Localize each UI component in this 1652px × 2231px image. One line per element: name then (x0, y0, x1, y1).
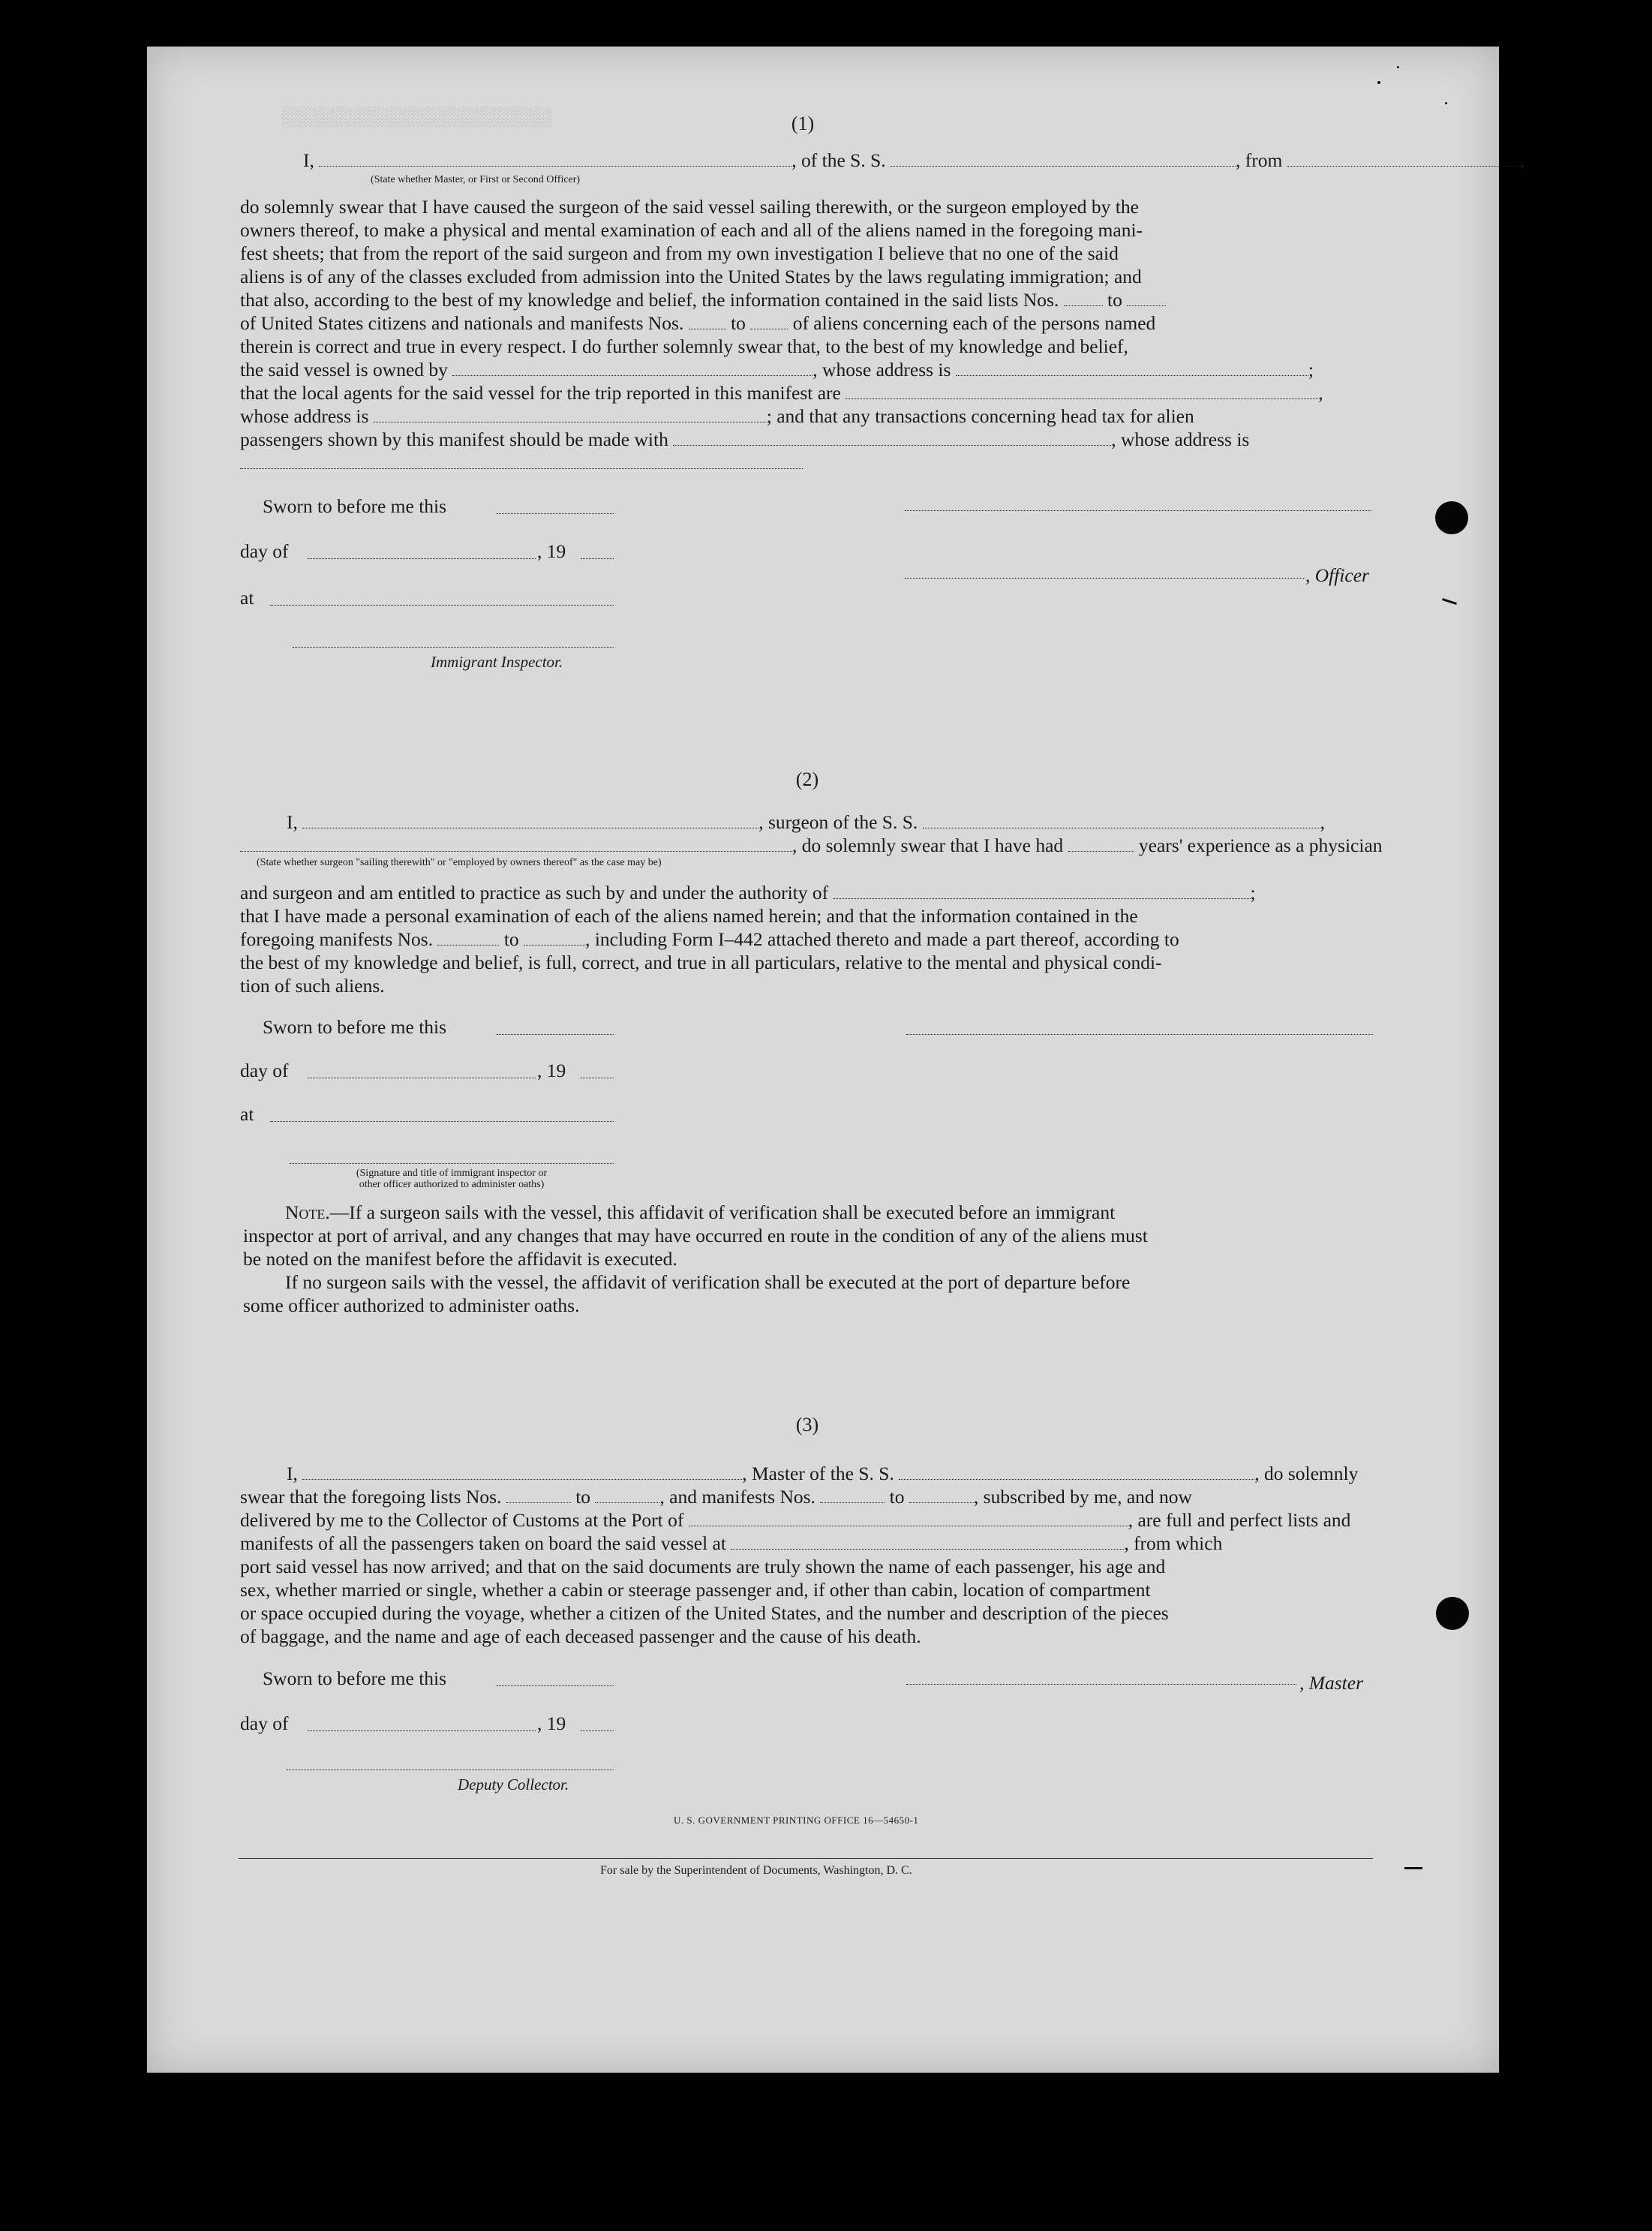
owner-address-field[interactable] (956, 360, 1308, 376)
footer-text: For sale by the Superintendent of Documents, Washington, D. C. (600, 1864, 912, 1877)
sworn-label-2: Sworn to before me this (263, 1016, 447, 1038)
day-of-label-1: day of (240, 540, 289, 562)
surgeon-ship-field[interactable] (923, 813, 1320, 828)
lists-to-field-3[interactable] (595, 1487, 659, 1503)
surgeon-status-note: (State whether surgeon "sailing therewith" or "employed by owners thereof" as the case may be) (257, 857, 662, 868)
surgeon-note: Note.—If a surgeon sails with the vessel, this affidavit of verification shall be executed before an immigrant inspector at port of arrival, and any changes that may have occurred en route in the condition of any of the aliens must be noted on the manifest before the affidavit is executed. If no surgeon sails with the vessel, the affidavit of verification shall be executed at the port of departure before some officer authorized to administer oaths. (243, 1201, 1148, 1316)
section-2-line-1: I, , surgeon of the S. S. , , do solemnly swear that I have had years' experience as a physician (240, 810, 1523, 857)
master-signature-field[interactable] (906, 1684, 1296, 1685)
section-3-number: (3) (795, 1414, 819, 1436)
sworn-date-field-2[interactable] (497, 1034, 614, 1035)
collector-signature-field[interactable] (287, 1769, 614, 1770)
practice-authority-field[interactable] (834, 883, 1251, 899)
surgeon-signature-field[interactable] (906, 1034, 1373, 1035)
manifest-from-field[interactable] (689, 314, 726, 329)
at-field-1[interactable] (270, 605, 614, 606)
inspector-signature-field-1[interactable] (293, 647, 614, 648)
section-2-number: (2) (795, 768, 819, 790)
head-tax-address-field[interactable] (240, 453, 803, 469)
sworn-date-field-1[interactable] (497, 513, 614, 514)
years-experience-field[interactable] (1068, 836, 1134, 852)
inspector-caption-1: Immigrant Inspector. (431, 653, 563, 671)
local-agents-field[interactable] (846, 383, 1318, 399)
manifests-from-field-3[interactable] (820, 1487, 885, 1503)
at-label-2: at (240, 1103, 254, 1125)
surgeon-manifest-from-field[interactable] (437, 930, 499, 946)
sworn-label-3: Sworn to before me this (263, 1667, 447, 1689)
inspector-signature-note: (Signature and title of immigrant inspector or other officer authorized to administer oaths) (356, 1168, 548, 1190)
page-mark (1442, 598, 1457, 605)
agents-address-field[interactable] (374, 407, 767, 422)
year-field-1[interactable] (581, 558, 614, 559)
surgeon-status-field[interactable] (240, 836, 792, 852)
owner-field[interactable] (452, 360, 812, 376)
at-field-2[interactable] (270, 1121, 614, 1122)
punch-hole (1435, 501, 1468, 534)
list-to-field[interactable] (1127, 290, 1166, 306)
master-ship-field[interactable] (899, 1464, 1254, 1480)
section-1-number: (1) (791, 113, 815, 134)
master-name-field-3[interactable] (302, 1464, 742, 1480)
day-of-field-3[interactable] (308, 1730, 536, 1731)
footer-rule (239, 1858, 1373, 1859)
manifest-to-field[interactable] (750, 314, 788, 329)
year-field-3[interactable] (581, 1730, 614, 1731)
year-label-3: , 19 (537, 1712, 566, 1734)
section-2-oath-text: and surgeon and am entitled to practice as such by and under the authority of ; that I have made a personal examination of each of the aliens named herein; and that the information contained in the foregoing manifests Nos. to , including Form I–442 attached thereto and made a part thereof, according to the best of my knowledge and belief, is full, correct, and true in all particulars, relative to the mental and physical condi- tion of such aliens. (240, 882, 1256, 997)
at-label-1: at (240, 587, 254, 609)
officer-label: , Officer (1305, 564, 1369, 586)
list-from-field[interactable] (1064, 290, 1103, 306)
sworn-date-field-3[interactable] (497, 1685, 614, 1686)
page-speck (1445, 102, 1447, 104)
page-mark (1404, 1867, 1422, 1869)
officer-signature-field[interactable] (905, 578, 1305, 579)
collector-caption: Deputy Collector. (458, 1775, 569, 1794)
section-3-oath-text: I, , Master of the S. S. , do solemnly swear that the foregoing lists Nos. to , and manifests Nos. to , subscribed by me, and now delivered by me to the Collector of Customs at the Port of , are full and perfect lists and manifests of all the passengers taken on board the said vessel at , from which port said vessel has now arrived; and that on the said documents are truly shown the name of each passenger, his age and sex, whether married or single, whether a cabin or steerage passenger and, if other than cabin, location of compartment or space occupied during the voyage, whether a citizen of the United States, and the number and description of the pieces of baggage, and the name and age of each deceased passenger and the cause of his death. (240, 1463, 1359, 1647)
manifests-to-field-3[interactable] (909, 1487, 974, 1503)
year-label-2: , 19 (537, 1060, 566, 1081)
page-speck (1397, 66, 1399, 68)
page-speck (1377, 81, 1380, 84)
day-of-label-3: day of (240, 1712, 289, 1734)
bleed-through: ░░░░░░░░░░░░░░░░░░░░░░░░░ (282, 108, 553, 128)
section-1-oath-text: do solemnly swear that I have caused the surgeon of the said vessel sailing therewith, or the surgeon employed by the owners thereof, to make a physical and mental examination of each and all of the aliens named in the foregoing mani- fest sheets; that from the report of the said surgeon and from my own investigation I believe that no one of the said aliens is of any of the classes excluded from admission into the United States by the laws regulating immigration; and that also, according to the best of my knowledge and belief, the information contained in the said lists Nos. to of United States citizens and nationals and manifests Nos. to of aliens concerning each of the persons named therein is correct and true in every respect. I do further solemnly swear that, to the best of my knowledge and belief, the said vessel is owned by , whose address is ; that the local agents for the said vessel for the trip reported in this manifest are , whose address is ; and that any transactions concerning head tax for alien passengers shown by this manifest should be made with , whose address is (240, 195, 1523, 474)
port-of-embarkation-field[interactable] (731, 1534, 1124, 1550)
surgeon-manifest-to-field[interactable] (524, 930, 585, 946)
year-label-1: , 19 (537, 540, 566, 562)
port-of-arrival-field[interactable] (689, 1511, 1128, 1526)
ship-name-field[interactable] (891, 151, 1236, 167)
from-port-field[interactable] (1287, 151, 1520, 167)
gpo-imprint: U. S. GOVERNMENT PRINTING OFFICE 16—54650-1 (674, 1815, 919, 1826)
form-page (147, 47, 1525, 2073)
sworn-label-1: Sworn to before me this (263, 495, 447, 517)
punch-hole (1436, 1597, 1469, 1630)
day-of-field-1[interactable] (308, 558, 536, 559)
day-of-label-2: day of (240, 1060, 289, 1081)
master-label: , Master (1299, 1672, 1363, 1694)
master-role-note: (State whether Master, or First or Second Officer) (371, 174, 581, 185)
master-name-field[interactable] (319, 151, 791, 167)
lists-from-field-3[interactable] (506, 1487, 571, 1503)
surgeon-name-field[interactable] (302, 813, 758, 828)
head-tax-contact-field[interactable] (673, 430, 1111, 446)
officer-signature-top-field[interactable] (905, 510, 1371, 511)
inspector-signature-field-2[interactable] (290, 1163, 614, 1164)
section-1-line-1: I, , of the S. S. , from , (303, 149, 1525, 171)
